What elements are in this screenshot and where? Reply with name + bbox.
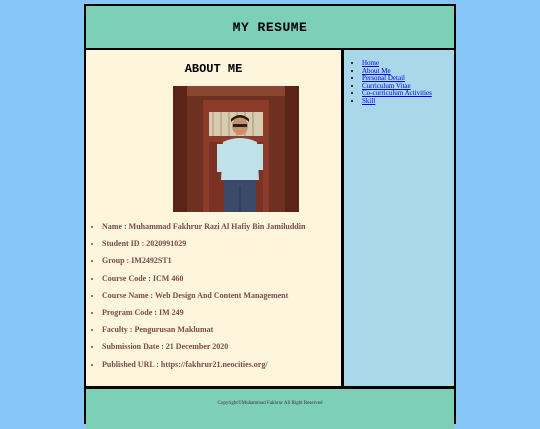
student-info-list bbox=[86, 218, 305, 373]
nav-link-co-curriculum[interactable]: Co-curriculum Activities bbox=[362, 89, 432, 98]
info-name: • Name : Muhammad Fakhrur Razi Al Hafiy Bin Jamiluddin bbox=[102, 218, 305, 235]
info-published-url: • Published URL : https://fakhrur21.neocities.org/ bbox=[102, 356, 305, 373]
section-title: ABOUT ME bbox=[184, 62, 243, 76]
nav-link-skill[interactable]: Skill bbox=[362, 96, 376, 105]
info-group: • Group : IM2492ST1 bbox=[102, 252, 305, 269]
page-frame bbox=[84, 4, 456, 424]
nav-item-skill bbox=[362, 98, 432, 106]
info-course-name: • Course Name : Web Design And Content Management bbox=[102, 287, 305, 304]
nav-link-curriculum-vitae[interactable]: Curriculum Vitae bbox=[362, 81, 411, 90]
nav-link-home[interactable]: Home bbox=[362, 59, 380, 67]
main-content bbox=[86, 50, 341, 386]
nav-link-about-me[interactable]: About Me bbox=[362, 66, 391, 75]
page-title: MY RESUME bbox=[232, 19, 308, 35]
sidebar-nav bbox=[352, 60, 432, 106]
profile-photo-image bbox=[173, 86, 299, 212]
profile-photo bbox=[173, 86, 299, 212]
info-student-id: • Student ID : 2020991029 bbox=[102, 235, 305, 252]
copyright-text: Copyright©Muhammad Fakhrur All Right Reserved bbox=[217, 401, 323, 406]
nav-link-personal-detail[interactable]: Personal Detail bbox=[362, 74, 405, 83]
info-program-code: • Program Code : IM 249 bbox=[102, 304, 305, 321]
info-course-code: • Course Code : ICM 460 bbox=[102, 270, 305, 287]
page-header bbox=[86, 6, 454, 48]
sidebar bbox=[344, 50, 454, 386]
page-footer bbox=[86, 389, 454, 429]
info-faculty: • Faculty : Pengurusan Maklumat bbox=[102, 321, 305, 338]
info-submission-date: • Submission Date : 21 December 2020 bbox=[102, 338, 305, 355]
